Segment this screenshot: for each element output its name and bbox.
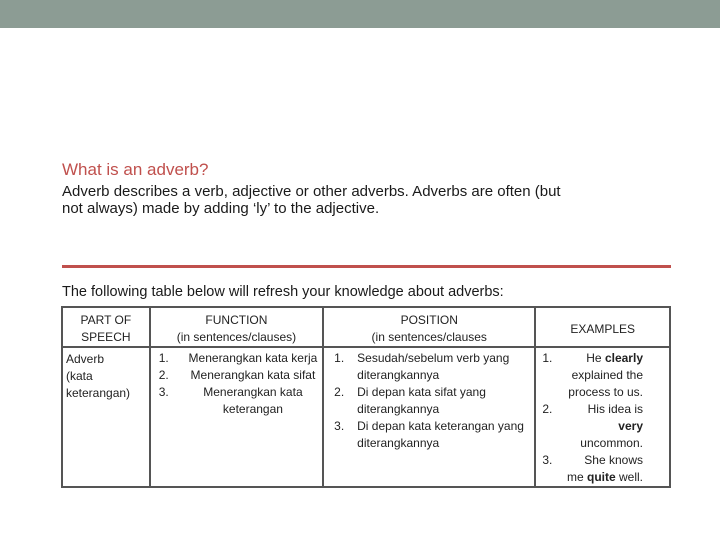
function-cell [150,347,323,487]
list-item: 2. Di depan kata sifat yang diterangkannya [334,385,486,416]
list-item: 1. Sesudah/sebelum verb yang diterangkannya [334,351,510,382]
list-item: 3. Di depan kata keterangan yang diterangkannya [334,419,524,450]
list-item: 1. Menerangkan kata kerja [158,351,318,365]
table-row [62,347,670,487]
examples-cell [535,347,670,487]
header-position: POSITION (in sentences/clauses [323,307,535,347]
list-item: 3. Menerangkan kata keterangan [158,385,303,416]
adverb-table [61,306,671,488]
list-item: 3. She knows me quite well. [542,453,643,484]
table-intro: The following table below will refresh your knowledge about adverbs: [62,284,504,300]
slide-title: What is an adverb? [62,160,209,179]
list-item: 1. He clearly explained the process to us. [542,351,643,399]
header-function: FUNCTION (in sentences/clauses) [150,307,323,347]
table-header-row [62,307,670,347]
list-item: 2. His idea is very uncommon. [542,402,643,450]
definition-text: Adverb describes a verb, adjective or other adverbs. Adverbs are often (but not always) made by adding ‘ly’ to the adjective. [62,183,561,217]
top-banner [0,0,720,28]
divider [62,265,671,268]
list-item: 2. Menerangkan kata sifat [158,368,316,382]
part-of-speech-cell: Adverb (kata keterangan) [62,347,150,487]
header-examples: EXAMPLES [535,307,670,347]
position-cell [323,347,535,487]
header-part-of-speech: PART OF SPEECH [62,307,150,347]
